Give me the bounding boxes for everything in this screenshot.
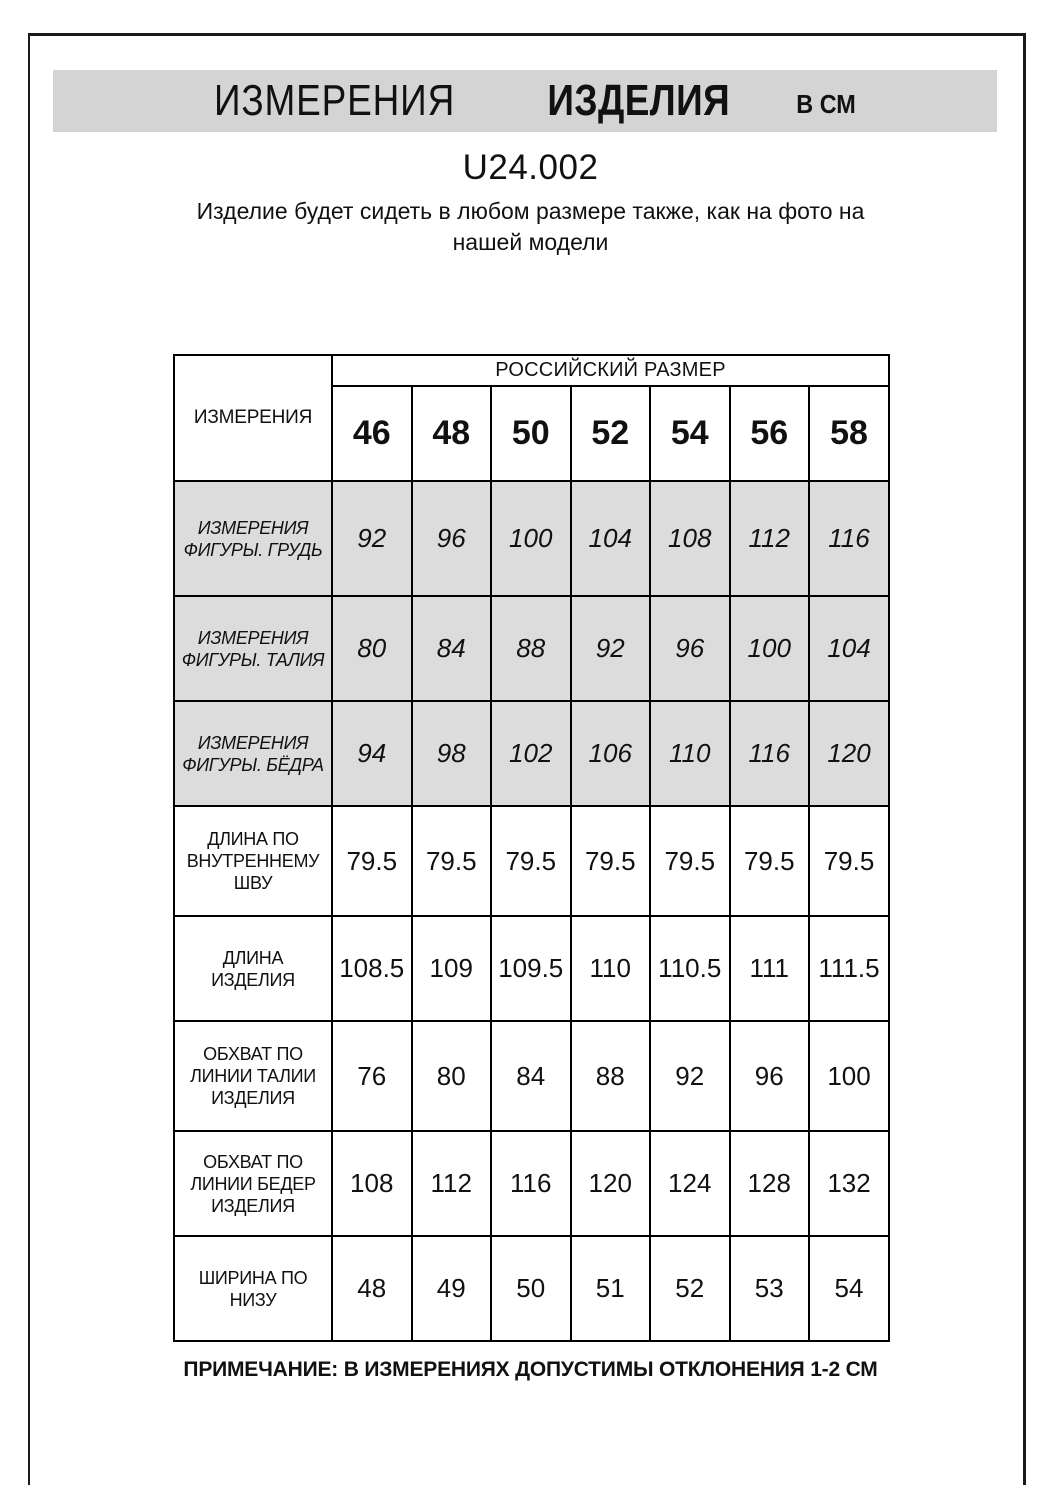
table-row	[174, 481, 889, 596]
measurement-value: 112	[730, 481, 810, 596]
measurement-value: 109	[412, 916, 492, 1021]
measurement-value: 88	[571, 1021, 651, 1131]
measurement-value: 84	[412, 596, 492, 701]
measurement-value: 49	[412, 1236, 492, 1341]
measurement-value: 79.5	[809, 806, 889, 916]
measurement-value: 80	[332, 596, 412, 701]
measurement-value: 102	[491, 701, 571, 806]
row-label: ИЗМЕРЕНИЯ ФИГУРЫ. ТАЛИЯ	[174, 596, 332, 701]
measurement-value: 132	[809, 1131, 889, 1236]
measurement-value: 116	[809, 481, 889, 596]
measurement-value: 79.5	[332, 806, 412, 916]
measurement-value: 79.5	[412, 806, 492, 916]
measurement-value: 110	[650, 701, 730, 806]
measurement-value: 112	[412, 1131, 492, 1236]
row-label: ИЗМЕРЕНИЯ ФИГУРЫ. БЁДРА	[174, 701, 332, 806]
size-header-56: 56	[730, 386, 810, 481]
table-row	[174, 1236, 889, 1341]
measurement-value: 124	[650, 1131, 730, 1236]
fit-subtitle: Изделие будет сидеть в любом размере также, как на фото на нашей модели	[196, 198, 865, 255]
size-header-48: 48	[412, 386, 492, 481]
title-product: ИЗДЕЛИЯ	[547, 76, 730, 125]
measurement-value: 104	[571, 481, 651, 596]
measurement-value: 79.5	[491, 806, 571, 916]
row-label: ОБХВАТ ПО ЛИНИИ ТАЛИИ ИЗДЕЛИЯ	[174, 1021, 332, 1131]
measurement-value: 108.5	[332, 916, 412, 1021]
measurement-value: 80	[412, 1021, 492, 1131]
measurement-value: 120	[809, 701, 889, 806]
group-header-russian-size: РОССИЙСКИЙ РАЗМЕР	[332, 355, 889, 386]
row-label: ШИРИНА ПО НИЗУ	[174, 1236, 332, 1341]
measurement-value: 128	[730, 1131, 810, 1236]
measurement-value: 84	[491, 1021, 571, 1131]
measurement-value: 111.5	[809, 916, 889, 1021]
table-row	[174, 596, 889, 701]
measurement-value: 100	[491, 481, 571, 596]
measurement-value: 106	[571, 701, 651, 806]
measurement-value: 51	[571, 1236, 651, 1341]
measurement-value: 76	[332, 1021, 412, 1131]
size-header-50: 50	[491, 386, 571, 481]
measurement-value: 108	[332, 1131, 412, 1236]
measurement-value: 110	[571, 916, 651, 1021]
size-table	[173, 354, 890, 1342]
measurement-value: 88	[491, 596, 571, 701]
measurement-value: 100	[730, 596, 810, 701]
measurement-value: 116	[730, 701, 810, 806]
measurement-value: 52	[650, 1236, 730, 1341]
measurement-value: 79.5	[730, 806, 810, 916]
measurement-value: 50	[491, 1236, 571, 1341]
measurement-value: 104	[809, 596, 889, 701]
table-row	[174, 806, 889, 916]
measurement-value: 79.5	[571, 806, 651, 916]
table-row	[174, 701, 889, 806]
measurement-value: 92	[571, 596, 651, 701]
table-row	[174, 916, 889, 1021]
measurement-value: 96	[730, 1021, 810, 1131]
measurement-value: 92	[332, 481, 412, 596]
product-code: U24.002	[462, 148, 599, 187]
measurement-value: 116	[491, 1131, 571, 1236]
row-label: ДЛИНА ИЗДЕЛИЯ	[174, 916, 332, 1021]
measurement-value: 120	[571, 1131, 651, 1236]
size-header-58: 58	[809, 386, 889, 481]
title-banner	[53, 70, 997, 132]
measurement-value: 100	[809, 1021, 889, 1131]
measurement-value: 96	[412, 481, 492, 596]
measurement-value: 96	[650, 596, 730, 701]
title-measurements: ИЗМЕРЕНИЯ	[213, 76, 455, 125]
measurement-value: 94	[332, 701, 412, 806]
title-unit: В СМ	[796, 88, 857, 119]
measurement-value: 54	[809, 1236, 889, 1341]
corner-header-measurements: ИЗМЕРЕНИЯ	[174, 355, 332, 481]
measurement-value: 109.5	[491, 916, 571, 1021]
measurement-value: 53	[730, 1236, 810, 1341]
row-label: ОБХВАТ ПО ЛИНИИ БЕДЕР ИЗДЕЛИЯ	[174, 1131, 332, 1236]
row-label: ИЗМЕРЕНИЯ ФИГУРЫ. ГРУДЬ	[174, 481, 332, 596]
tolerance-note: ПРИМЕЧАНИЕ: В ИЗМЕРЕНИЯХ ДОПУСТИМЫ ОТКЛОНЕНИЯ 1-2 СМ	[183, 1358, 878, 1381]
size-header-46: 46	[332, 386, 412, 481]
measurement-value: 92	[650, 1021, 730, 1131]
measurement-value: 111	[730, 916, 810, 1021]
measurement-value: 48	[332, 1236, 412, 1341]
size-header-54: 54	[650, 386, 730, 481]
measurement-value: 98	[412, 701, 492, 806]
table-row	[174, 1021, 889, 1131]
row-label: ДЛИНА ПО ВНУТРЕННЕМУ ШВУ	[174, 806, 332, 916]
table-row	[174, 1131, 889, 1236]
measurement-value: 79.5	[650, 806, 730, 916]
measurement-value: 110.5	[650, 916, 730, 1021]
size-header-52: 52	[571, 386, 651, 481]
measurement-value: 108	[650, 481, 730, 596]
